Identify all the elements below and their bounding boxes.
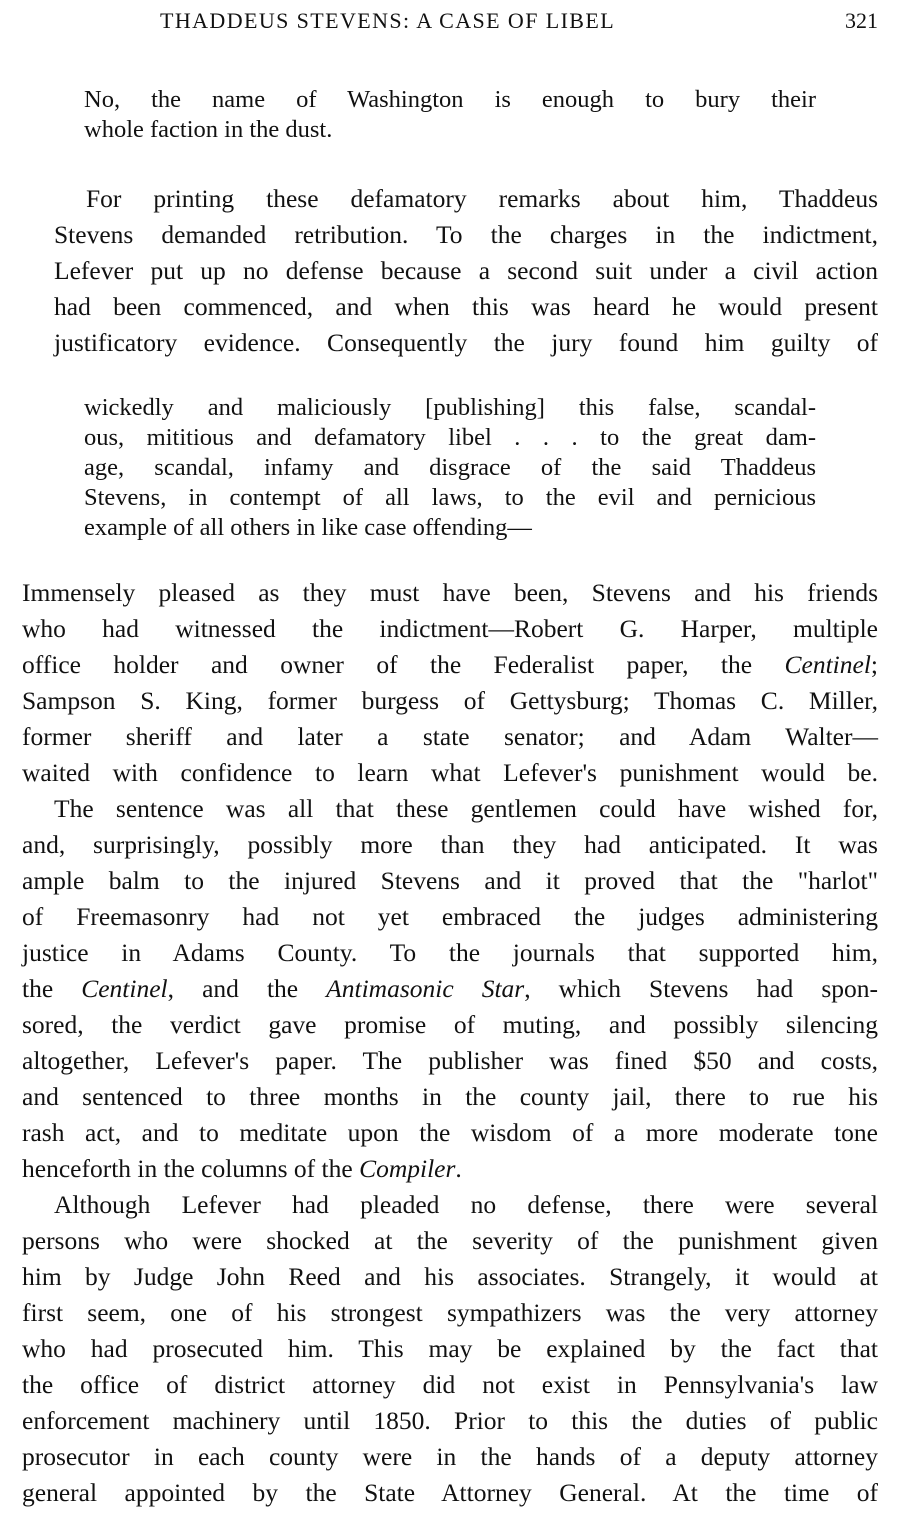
- text-line: the office of district attorney did not exist in Pennsylvania's law: [22, 1370, 878, 1399]
- text-line: had been commenced, and when this was heard he would present: [54, 292, 878, 321]
- quote-line: Stevens, in contempt of all laws, to the evil and pernicious: [84, 484, 816, 511]
- text-line: who had prosecuted him. This may be explained by the fact that: [22, 1334, 878, 1363]
- text-line: Lefever put up no defense because a second suit under a civil action: [54, 256, 878, 285]
- quote-line: wickedly and maliciously [publishing] this false, scandal-: [84, 394, 816, 421]
- text-line: enforcement machinery until 1850. Prior to this the duties of public: [22, 1406, 878, 1435]
- text-line: who had witnessed the indictment—Robert G. Harper, multiple: [22, 614, 878, 643]
- quote-line: No, the name of Washington is enough to bury their: [84, 86, 816, 113]
- text-line: rash act, and to meditate upon the wisdom of a more moderate tone: [22, 1118, 878, 1147]
- text-line: ample balm to the injured Stevens and it proved that the "harlot": [22, 866, 878, 895]
- block-quote-washington: [84, 85, 816, 145]
- text-line: office holder and owner of the Federalist paper, the Centinel;: [22, 650, 878, 679]
- quote-line: example of all others in like case offending—: [84, 514, 532, 541]
- quote-line: age, scandal, infamy and disgrace of the said Thaddeus: [84, 454, 816, 481]
- text-line: Stevens demanded retribution. To the charges in the indictment,: [54, 220, 878, 249]
- text-line: The sentence was all that these gentlemen could have wished for,: [54, 794, 878, 823]
- text-line: him by Judge John Reed and his associates. Strangely, it would at: [22, 1262, 878, 1291]
- text-line: prosecutor in each county were in the hands of a deputy attorney: [22, 1442, 878, 1471]
- text-line: justice in Adams County. To the journals that supported him,: [22, 938, 878, 967]
- paragraph-sympathizers: [22, 1187, 878, 1511]
- book-page: [22, 0, 878, 1511]
- text-line: For printing these defamatory remarks about him, Thaddeus: [86, 184, 878, 213]
- text-line: henceforth in the columns of the Compiler.: [22, 1154, 462, 1183]
- text-line: general appointed by the State Attorney General. At the time of: [22, 1478, 878, 1507]
- paragraph-witnesses: [22, 575, 878, 791]
- page-number: 321: [845, 8, 878, 33]
- block-quote-indictment: [84, 393, 816, 543]
- text-line: and, surprisingly, possibly more than they had anticipated. It was: [22, 830, 878, 859]
- text-line: Sampson S. King, former burgess of Gettysburg; Thomas C. Miller,: [22, 686, 878, 715]
- text-line: and sentenced to three months in the county jail, there to rue his: [22, 1082, 878, 1111]
- quote-line: whole faction in the dust.: [84, 116, 333, 143]
- text-line: altogether, Lefever's paper. The publisher was fined $50 and costs,: [22, 1046, 878, 1075]
- text-line: Although Lefever had pleaded no defense, there were several: [54, 1190, 878, 1219]
- running-head: [22, 0, 878, 40]
- text-line: sored, the verdict gave promise of muting, and possibly silencing: [22, 1010, 878, 1039]
- quote-line: ous, mititious and defamatory libel . . . to the great dam-: [84, 424, 816, 451]
- text-line: justificatory evidence. Consequently the jury found him guilty of: [54, 328, 878, 357]
- text-line: waited with confidence to learn what Lefever's punishment would be.: [22, 758, 878, 787]
- paragraph-sentence: [22, 791, 878, 1187]
- text-line: former sheriff and later a state senator; and Adam Walter—: [22, 722, 878, 751]
- running-title: THADDEUS STEVENS: A CASE OF LIBEL: [160, 8, 616, 33]
- paragraph-retribution: [22, 181, 878, 361]
- text-line: persons who were shocked at the severity of the punishment given: [22, 1226, 878, 1255]
- text-line: Immensely pleased as they must have been, Stevens and his friends: [22, 578, 878, 607]
- text-line: the Centinel, and the Antimasonic Star, which Stevens had spon-: [22, 974, 878, 1003]
- text-line: first seem, one of his strongest sympathizers was the very attorney: [22, 1298, 878, 1327]
- text-line: of Freemasonry had not yet embraced the judges administering: [22, 902, 878, 931]
